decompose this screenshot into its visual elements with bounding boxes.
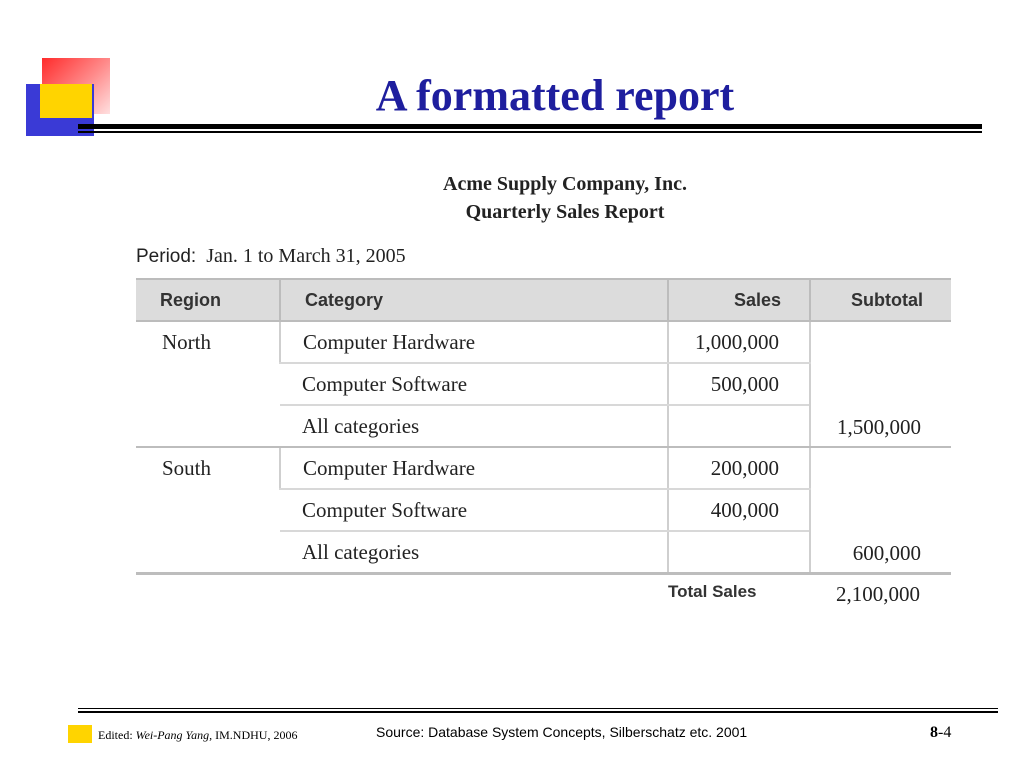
subtotal-cell-north	[810, 321, 951, 447]
page-number	[930, 724, 951, 742]
header-category: Category	[280, 279, 668, 321]
table-row	[136, 321, 951, 363]
footer-divider-thick	[78, 711, 998, 713]
sales-cell	[668, 405, 810, 447]
category-cell: Computer Hardware	[280, 321, 668, 363]
category-cell: Computer Hardware	[280, 447, 668, 489]
company-name: Acme Supply Company, Inc.	[443, 173, 687, 195]
sales-cell	[668, 531, 810, 574]
total-sales-value: 2,100,000	[836, 582, 920, 606]
sales-report-table	[136, 278, 951, 575]
subtotal-value: 600,000	[852, 541, 921, 565]
chapter-number: 8	[930, 724, 938, 741]
footer-divider-thin	[78, 708, 998, 709]
sales-cell: 400,000	[668, 489, 810, 531]
footer-source: Source: Database System Concepts, Silberschatz etc. 2001	[376, 724, 748, 740]
category-cell: Computer Software	[280, 489, 668, 531]
title-divider-thick	[78, 124, 982, 129]
category-cell: Computer Software	[280, 363, 668, 405]
subtotal-value: 1,500,000	[837, 415, 921, 439]
period-label: Period:	[136, 246, 197, 267]
sales-cell: 500,000	[668, 363, 810, 405]
table-row	[136, 447, 951, 489]
header-subtotal: Subtotal	[810, 279, 951, 321]
decor-yellow-square	[40, 84, 92, 118]
report-heading	[300, 170, 830, 226]
total-sales-label: Total Sales	[668, 582, 757, 601]
region-cell-south	[136, 447, 280, 574]
period-line	[136, 242, 406, 271]
sales-cell: 200,000	[668, 447, 810, 489]
sales-cell: 1,000,000	[668, 321, 810, 363]
header-region: Region	[136, 279, 280, 321]
period-value: Jan. 1 to March 31, 2005	[206, 245, 406, 267]
footer-yellow-square	[68, 725, 92, 743]
title-divider-thin	[78, 131, 982, 133]
header-sales: Sales	[668, 279, 810, 321]
region-cell-north	[136, 321, 280, 447]
region-label: South	[162, 456, 212, 480]
footer-editor: Wei-Pang Yang,	[135, 728, 213, 742]
footer-edited-prefix: Edited:	[98, 728, 136, 742]
region-label: North	[162, 330, 211, 354]
footer-credit	[98, 728, 297, 743]
subtotal-cell-south	[810, 447, 951, 574]
footer-org: IM.NDHU, 2006	[212, 728, 298, 742]
category-cell: All categories	[280, 531, 668, 574]
table-header-row	[136, 279, 951, 321]
report-subtitle: Quarterly Sales Report	[465, 201, 665, 223]
page-suffix: -4	[938, 724, 952, 741]
category-cell: All categories	[280, 405, 668, 447]
slide-title: A formatted report	[375, 71, 735, 120]
